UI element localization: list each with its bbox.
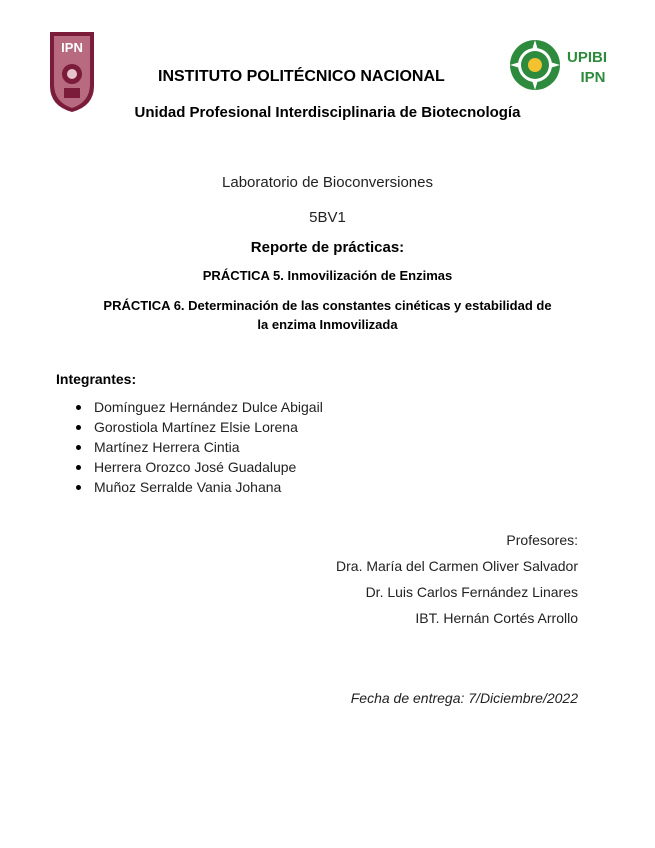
report-heading: Reporte de prácticas: [250,239,405,256]
upibi-logo-text-ipn: IPN [580,69,606,86]
professor-item: IBT. Hernán Cortés Arrollo [415,610,578,626]
group-code: 5BV1 [309,209,346,226]
ipn-logo-text: IPN [61,40,83,55]
professors-label: Profesores: [506,532,578,548]
ipn-logo [44,28,100,114]
member-item: Muñoz Serralde Vania Johana [56,477,323,497]
members-list [56,397,323,497]
unit-title: Unidad Profesional Interdisciplinaria de Biotecnología [134,104,521,121]
institute-title: INSTITUTO POLITÉCNICO NACIONAL [158,68,445,85]
laboratory-name: Laboratorio de Bioconversiones [222,174,433,191]
practice-5-title: PRÁCTICA 5. Inmovilización de Enzimas [202,268,453,283]
member-item: Domínguez Hernández Dulce Abigail [56,397,323,417]
member-item: Gorostiola Martínez Elsie Lorena [56,417,323,437]
practice-6-title-line1: PRÁCTICA 6. Determinación de las constantes cinéticas y estabilidad de [103,298,552,313]
delivery-date: Fecha de entrega: 7/Diciembre/2022 [350,690,578,706]
professor-item: Dr. Luis Carlos Fernández Linares [365,584,578,600]
members-label: Integrantes: [56,371,137,387]
member-item: Herrera Orozco José Guadalupe [56,457,323,477]
practice-6-title-line2: la enzima Inmovilizada [257,317,398,332]
professor-item: Dra. María del Carmen Oliver Salvador [336,558,578,574]
upibi-logo [508,38,612,92]
upibi-logo-text: UPIBI [566,49,608,66]
member-item: Martínez Herrera Cintia [56,437,323,457]
